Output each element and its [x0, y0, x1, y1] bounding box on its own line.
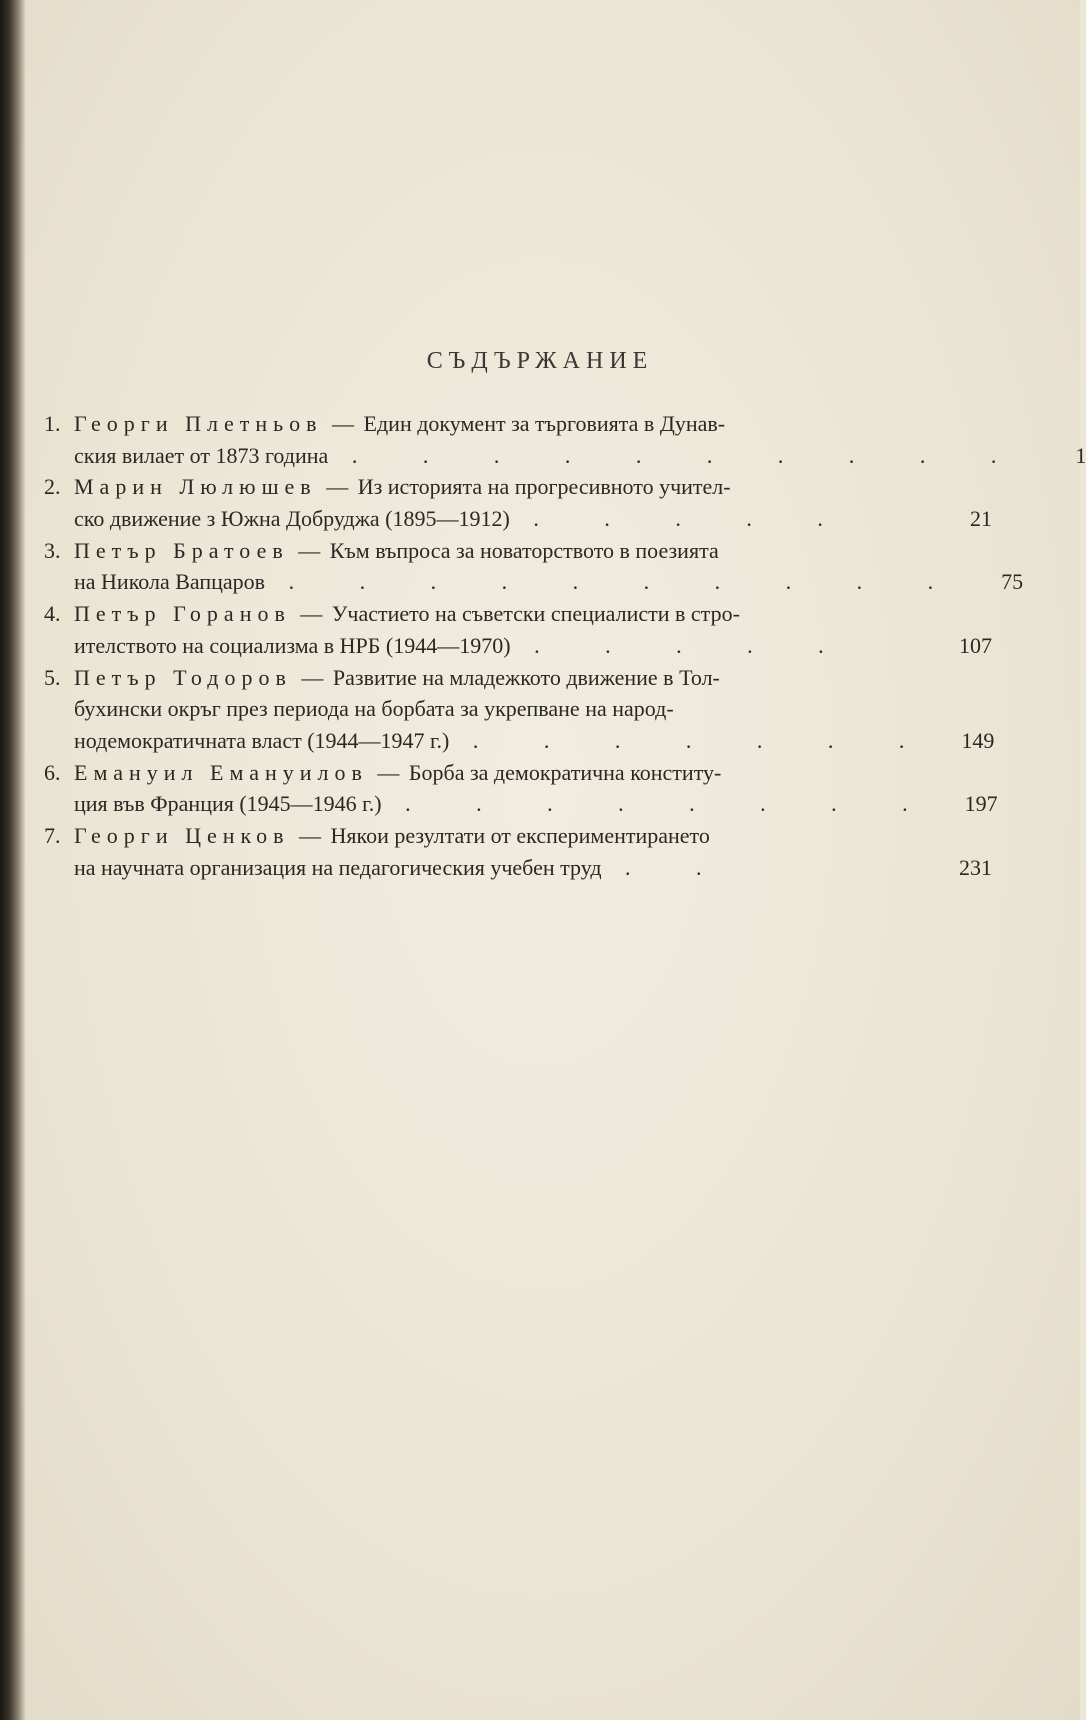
entry-text [74, 440, 1026, 472]
toc-entry [44, 598, 992, 661]
toc-entry-line [44, 408, 992, 440]
leader-dots: . . . . . [534, 632, 854, 658]
entry-text [74, 725, 934, 757]
toc-entry [44, 757, 998, 820]
toc-entry-line [44, 503, 992, 535]
entry-page-number: 21 [970, 506, 992, 532]
toc-entry-line [44, 630, 992, 662]
entry-title-continued: на научната организация на педагогическия учебен труд [74, 854, 602, 880]
entry-text [74, 566, 963, 598]
entry-text [74, 535, 932, 567]
toc-entry-line [44, 757, 992, 789]
entry-page-number: 1 [1075, 442, 1086, 468]
toc-entry [44, 662, 995, 757]
toc-entry-line [44, 535, 992, 567]
toc-entry-line [44, 662, 992, 694]
entry-separator: — [300, 601, 323, 627]
leader-dots: . . . . . [533, 506, 853, 532]
entry-number: 6. [44, 759, 61, 785]
entry-separator: — [298, 537, 321, 563]
leader-dots: . . [625, 854, 732, 880]
toc-entry-line [44, 693, 992, 725]
entry-number: 3. [44, 537, 61, 563]
entry-separator: — [326, 474, 349, 500]
entry-page-number: 75 [1001, 569, 1024, 595]
entry-title-continued: ителството на социализма в НРБ (1944—1970) [74, 632, 511, 658]
table-of-contents [44, 408, 1086, 883]
entry-page-number: 107 [959, 632, 992, 658]
entry-author: Марин Люлюшев [74, 474, 317, 500]
entry-separator: — [301, 664, 324, 690]
toc-entry [44, 408, 1086, 471]
entry-page-number: 231 [959, 854, 992, 880]
entry-page-number: 149 [961, 727, 995, 753]
toc-entry-line [44, 725, 995, 757]
entry-separator: — [332, 411, 355, 436]
toc-entry-line [44, 598, 992, 630]
entry-text [74, 408, 932, 440]
entry-author: Георги Ценков [74, 822, 290, 848]
entry-author: Емануил Емануилов [74, 759, 368, 785]
leader-dots: . . . . . . . [472, 727, 935, 753]
entry-author: Петър Тодоров [74, 664, 292, 690]
entry-title: Някои резултати от експериментирането [330, 822, 710, 848]
entry-text [74, 693, 932, 725]
page-title: СЪДЪРЖАНИЕ [426, 348, 654, 374]
entry-title-continued: ския вилает от 1873 година [74, 442, 329, 468]
entry-number: 7. [44, 822, 61, 848]
entry-number: 4. [44, 601, 61, 627]
entry-title: Борба за демократична конститу- [408, 759, 722, 785]
entry-text [74, 757, 932, 789]
toc-entry [44, 820, 992, 883]
entry-title-continued: на Никола Вапцаров [74, 569, 266, 595]
toc-entry-line [44, 820, 992, 852]
entry-text [74, 503, 932, 535]
leader-dots: . . . . . . . . [405, 791, 938, 817]
toc-entry-line [44, 440, 1086, 472]
entry-title-continued: ско движение з Южна Добруджа (1895—1912) [74, 506, 510, 532]
leader-dots: . . . . . . . . . . [351, 442, 1027, 468]
entry-text [74, 662, 932, 694]
toc-entry-line [44, 788, 998, 820]
entry-title: Из историята на прогресивното учител- [357, 474, 731, 500]
entry-text [74, 788, 938, 820]
entry-title: Участието на съветски специалисти в стро- [331, 601, 740, 627]
entry-number: 1. [44, 411, 61, 436]
entry-title: Развитие на младежкото движение в Тол- [332, 664, 720, 690]
entry-title: Към въпроса за новаторството в поезията [329, 537, 719, 563]
entry-page-number: 197 [964, 791, 998, 817]
book-spine-shadow [0, 0, 26, 1720]
toc-entry-line [44, 566, 1024, 598]
leader-dots: . . . . . . . . . . [288, 569, 964, 595]
entry-text [74, 820, 932, 852]
entry-author: Петър Горанов [74, 601, 291, 627]
entry-number: 2. [44, 474, 61, 500]
entry-title-continued: бухински окръг през периода на борбата за укрепване на народ- [74, 696, 674, 722]
entry-text [74, 598, 932, 630]
entry-title-continued: нодемократичната власт (1944—1947 г.) [74, 727, 450, 753]
entry-separator: — [377, 759, 400, 785]
entry-title-continued: ция във Франция (1945—1946 г.) [74, 791, 382, 817]
toc-entry-line [44, 471, 992, 503]
entry-separator: — [299, 822, 321, 848]
toc-entry-line [44, 852, 992, 884]
entry-text [74, 471, 932, 503]
entry-title: Един документ за търговията в Дунав- [363, 411, 726, 436]
entry-author: Петър Братоев [74, 537, 289, 563]
toc-entry [44, 471, 992, 534]
toc-entry [44, 535, 1024, 598]
entry-author: Георги Плетньов [74, 411, 323, 436]
entry-number: 5. [44, 664, 61, 690]
entry-text [74, 852, 932, 884]
entry-text [74, 630, 932, 662]
